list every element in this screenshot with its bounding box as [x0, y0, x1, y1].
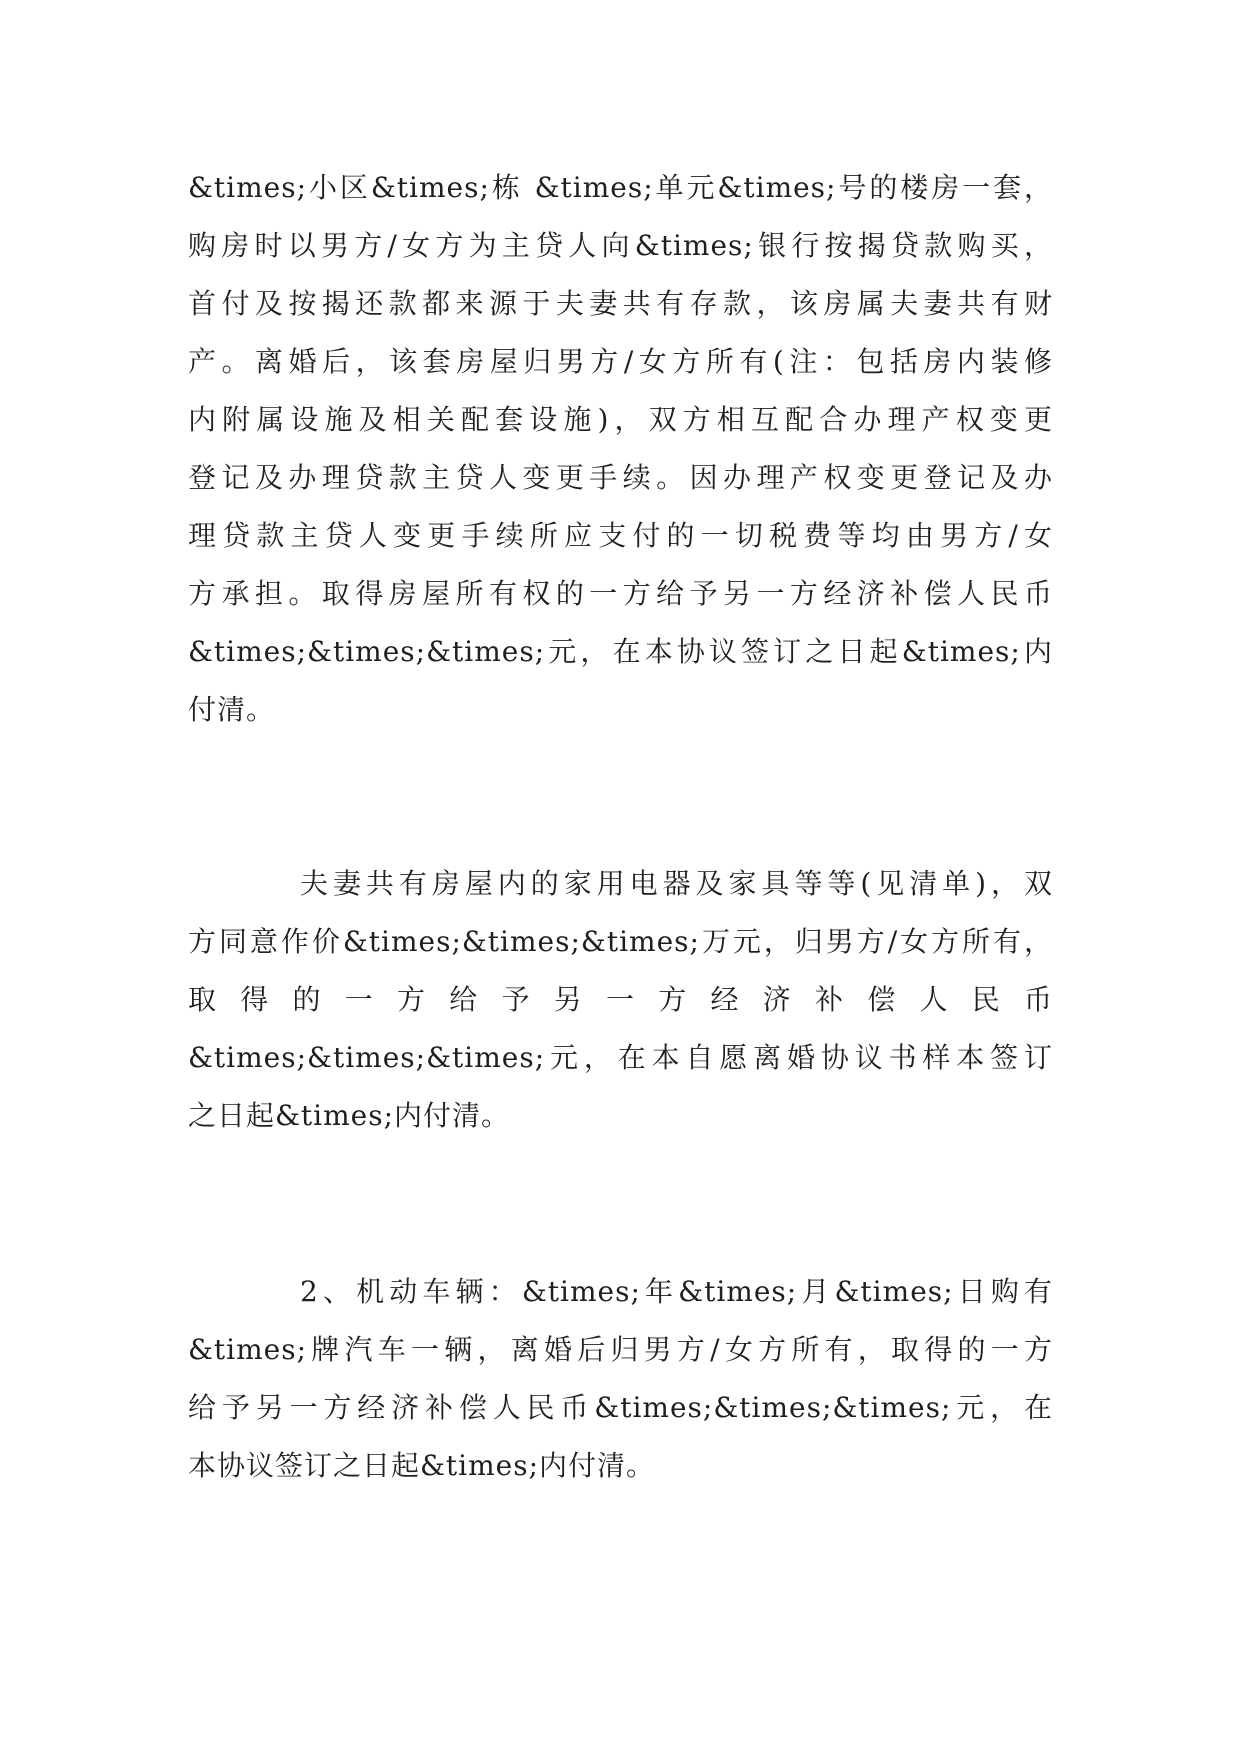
paragraph-house-division	[188, 159, 1053, 739]
text-line: 理贷款主贷人变更手续所应支付的一切税费等均由男方/女	[188, 519, 1053, 552]
text-line: 内附属设施及相关配套设施)，双方相互配合办理产权变更	[188, 403, 1053, 436]
text-line: 首付及按揭还款都来源于夫妻共有存款，该房属夫妻共有财	[188, 287, 1053, 320]
text-line: 本协议签订之日起&times;内付清。	[188, 1449, 656, 1482]
text-line: 之日起&times;内付清。	[188, 1099, 511, 1132]
text-line: 方承担。取得房屋所有权的一方给予另一方经济补偿人民币	[188, 577, 1053, 610]
text-line: 产。离婚后，该套房屋归男方/女方所有(注：包括房内装修	[188, 345, 1053, 378]
text-line: &times;&times;&times;元，在本协议签订之日起&times;内	[188, 635, 1053, 668]
text-line: &times;&times;&times;元，在本自愿离婚协议书样本签订	[188, 1041, 1053, 1074]
paragraph-appliances-furniture	[188, 855, 1053, 1145]
text-line: 2、机动车辆：&times;年&times;月&times;日购有	[300, 1275, 1053, 1308]
text-line: &times;小区&times;栋 &times;单元&times;号的楼房一套，	[188, 171, 1053, 204]
paragraph-motor-vehicle	[188, 1263, 1053, 1495]
text-line: &times;牌汽车一辆，离婚后归男方/女方所有，取得的一方	[188, 1333, 1053, 1366]
text-line: 取得的一方给予另一方经济补偿人民币	[188, 983, 1053, 1016]
text-line: 夫妻共有房屋内的家用电器及家具等等(见清单)，双	[300, 867, 1053, 900]
text-line: 付清。	[188, 693, 276, 726]
text-line: 方同意作价&times;&times;&times;万元，归男方/女方所有，	[188, 925, 1053, 958]
text-line: 购房时以男方/女方为主贷人向&times;银行按揭贷款购买，	[188, 229, 1053, 262]
text-line: 登记及办理贷款主贷人变更手续。因办理产权变更登记及办	[188, 461, 1053, 494]
text-line: 给予另一方经济补偿人民币&times;&times;&times;元，在	[188, 1391, 1053, 1424]
